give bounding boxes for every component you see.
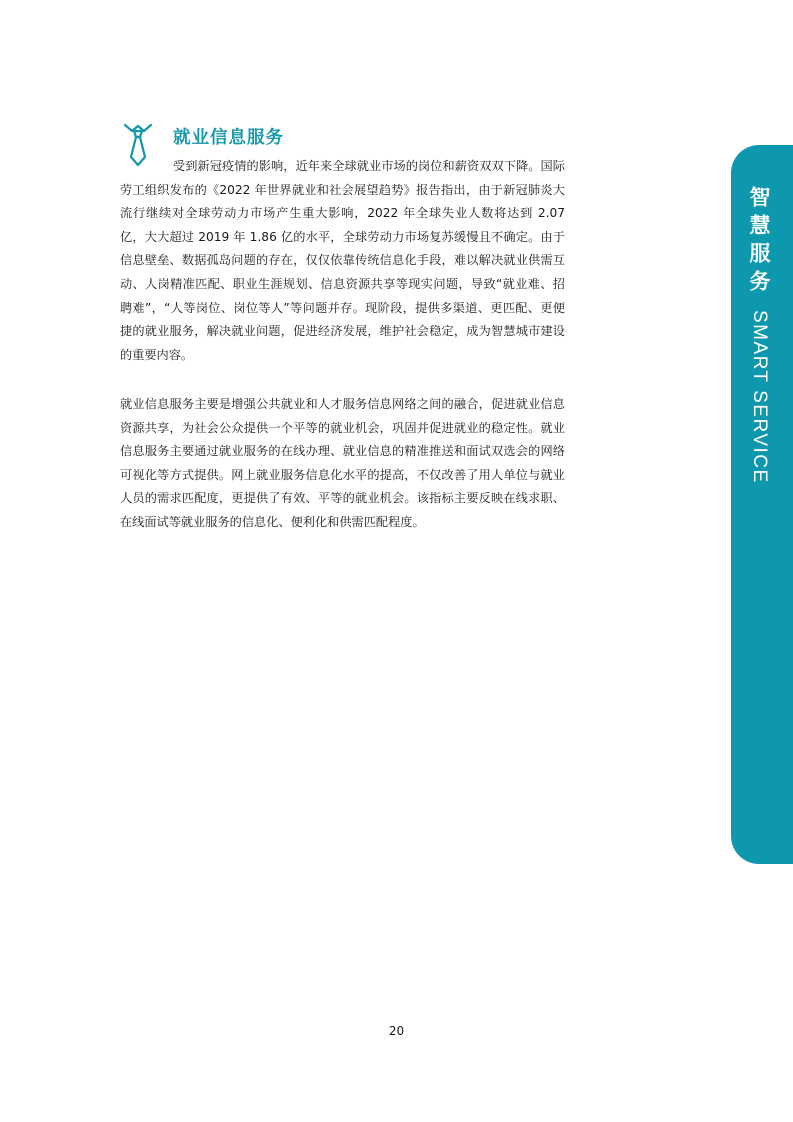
side-tab-english: SMART SERVICE [749,310,770,484]
paragraph-2: 就业信息服务主要是增强公共就业和人才服务信息网络之间的融合，促进就业信息资源共享，为社会公众提供一个平等的就业机会，巩固并促进就业的稳定性。就业信息服务主要通过就业服务的在线办理、就业信息的精准推送和面试双选会的网络可视化等方式提供。网上就业服务信息化水平的提高，不仅改善了用人单位与就业人员的需求匹配度，更提供了有效、平等的就业机会。该指标主要反映在线求职、在线面试等就业服务的信息化、便利化和供需匹配程度。 [120,397,565,529]
side-tab-label [739,186,779,484]
section-title: 就业信息服务 [173,128,284,148]
page-number: 20 [388,1024,405,1038]
paragraph-1: 受到新冠疫情的影响，近年来全球就业市场的岗位和薪资双双下降。国际劳工组织发布的《2022 年世界就业和社会展望趋势》报告指出，由于新冠肺炎大流行继续对全球劳动力市场产生重大影响，2022 年全球失业人数将达到 2.07 亿，大大超过 2019 年 1.86 亿的水平，全球劳动力市场复苏缓慢且不确定。由于信息壁垒、数据孤岛问题的存在，仅仅依靠传统信息化手段，难以解决就业供需互动、人岗精准匹配、职业生涯规划、信息资源共享等现实问题，导致“就业难、招聘难”，“人等岗位、岗位等人”等问题并存。现阶段，提供多渠道、更匹配、更便捷的就业服务，解决就业问题，促进经济发展，维护社会稳定，成为智慧城市建设的重要内容。 [120,159,565,362]
side-tab-chinese: 智慧服务 [747,186,771,298]
